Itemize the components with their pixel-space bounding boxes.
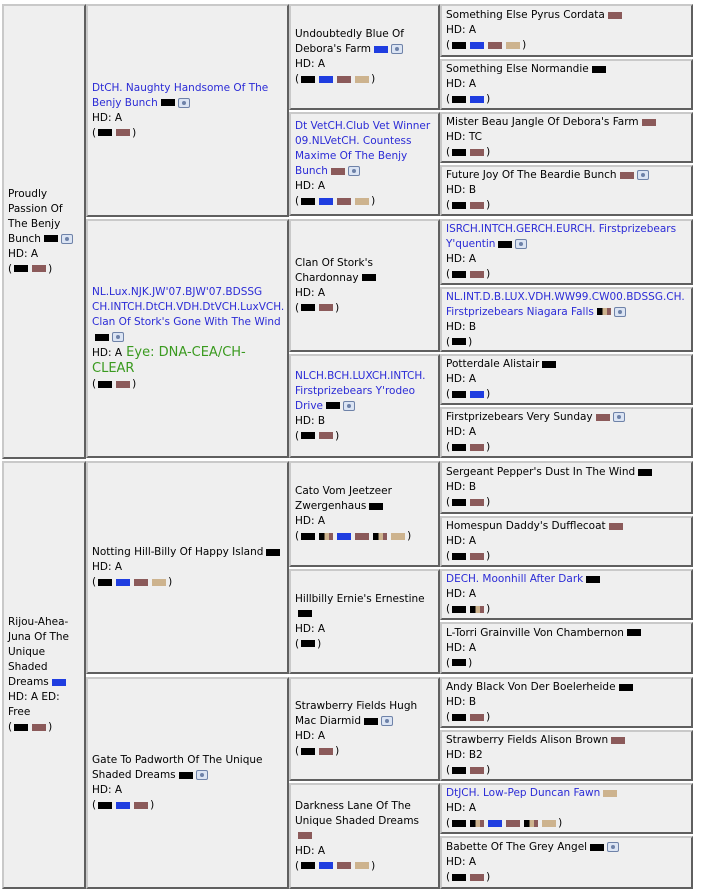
color-swatch	[319, 432, 333, 439]
health-result: HD: A	[295, 180, 326, 192]
color-swatch	[337, 198, 351, 205]
offspring-colors: ( )	[92, 126, 137, 139]
dog-name: Clan Of Stork's Chardonnay	[295, 256, 373, 284]
dog-name: Strawberry Fields Hugh Mac Diarmid	[295, 700, 418, 727]
coat-color-swatch	[161, 99, 175, 106]
health-result: HD: A	[446, 24, 477, 36]
pedigree-cell	[440, 165, 693, 216]
offspring-colors: ( )	[295, 859, 376, 872]
color-swatch	[98, 579, 112, 586]
offspring-colors: ( )	[446, 656, 473, 669]
pedigree-cell	[289, 461, 440, 567]
coat-color-swatch	[642, 119, 656, 126]
color-swatch	[470, 202, 484, 209]
color-swatch	[319, 76, 333, 83]
offspring-colors: ( )	[446, 388, 491, 400]
pedigree-cell	[289, 569, 440, 674]
pedigree-cell	[440, 677, 693, 728]
color-swatch	[319, 748, 333, 755]
coat-color-swatch	[638, 469, 652, 476]
color-swatch	[452, 42, 466, 49]
eye-test-result: Eye: DNA-CEA/CH-CLEAR	[92, 345, 246, 376]
health-result: HD: A	[8, 247, 39, 260]
offspring-colors: ( )	[446, 496, 491, 508]
health-result: HD: A	[446, 253, 477, 265]
dog-name: Something Else Pyrus Cordata	[446, 9, 605, 21]
pedigree-cell	[289, 677, 440, 781]
health-result: HD: B	[446, 481, 477, 493]
dog-name: Hillbilly Ernie's Ernestine	[295, 592, 425, 605]
health-result: HD: A	[92, 111, 123, 124]
color-swatch	[452, 202, 466, 209]
color-swatch	[355, 533, 369, 540]
pedigree-cell	[289, 112, 440, 216]
camera-icon[interactable]	[348, 166, 360, 176]
offspring-colors: ( )	[295, 195, 376, 207]
color-swatch	[116, 579, 130, 586]
color-swatch	[470, 499, 484, 506]
coat-color-swatch	[603, 790, 617, 797]
color-swatch	[470, 96, 484, 103]
pedigree-cell	[440, 569, 693, 620]
pedigree-cell	[2, 461, 86, 889]
color-swatch	[355, 198, 369, 205]
color-swatch	[319, 304, 333, 311]
dog-name: Gate To Padworth Of The Unique Shaded Dreams	[92, 754, 263, 781]
coat-color-swatch	[586, 576, 600, 583]
color-swatch	[116, 381, 130, 388]
health-result: HD: A	[92, 784, 123, 796]
pedigree-cell	[440, 354, 693, 405]
coat-color-swatch	[364, 718, 378, 725]
dog-name: Darkness Lane Of The Unique Shaded Dreams	[295, 799, 420, 827]
dog-name: Rijou-Ahea-Juna Of The Unique Shaded Dreams	[8, 616, 70, 688]
offspring-colors: ( )	[446, 764, 491, 776]
color-swatch	[506, 42, 520, 49]
color-swatch	[116, 129, 130, 136]
offspring-colors: ( )	[295, 301, 340, 314]
health-result: HD: A	[446, 535, 477, 547]
coat-color-swatch	[627, 629, 641, 636]
health-result: HD: B	[295, 414, 326, 427]
camera-icon[interactable]	[637, 170, 649, 180]
coat-color-swatch	[298, 610, 312, 617]
color-swatch	[470, 391, 484, 398]
camera-icon[interactable]	[343, 401, 355, 411]
camera-icon[interactable]	[391, 44, 403, 54]
offspring-colors: ( )	[295, 429, 340, 442]
offspring-colors: ( )	[446, 39, 527, 51]
color-swatch	[452, 391, 466, 398]
health-result: HD: A	[295, 286, 326, 299]
coat-color-swatch	[498, 241, 512, 248]
color-swatch	[98, 129, 112, 136]
offspring-colors: ( )	[446, 335, 473, 348]
color-swatch	[14, 265, 28, 272]
color-swatch	[452, 820, 466, 827]
pedigree-cell	[440, 730, 693, 781]
color-swatch	[470, 767, 484, 774]
health-result: HD: A	[295, 515, 326, 527]
pedigree-cell	[440, 461, 693, 514]
color-swatch	[452, 271, 466, 278]
camera-icon[interactable]	[112, 332, 124, 342]
dog-name: Notting Hill-Billy Of Happy Island	[92, 546, 264, 558]
dog-name-link[interactable]: Dt VetCH.Club Vet Winner 09.NLVetCH. Countess Maxime Of The Benjy Bunch	[295, 120, 431, 177]
color-swatch	[470, 874, 484, 881]
offspring-colors: ( )	[446, 711, 491, 723]
dog-name: Potterdale Alistair	[446, 358, 540, 370]
dog-name: Cato Vom Jeetzeer Zwergenhaus	[295, 485, 392, 512]
color-swatch	[470, 444, 484, 451]
offspring-colors: ( )	[92, 378, 137, 390]
coat-color-swatch	[369, 503, 383, 510]
color-swatch	[470, 271, 484, 278]
health-result: HD: A	[92, 561, 123, 573]
camera-icon[interactable]	[196, 770, 208, 780]
pedigree-cell	[440, 836, 693, 889]
health-result: HD: B	[446, 320, 477, 333]
color-swatch	[301, 533, 315, 540]
color-swatch	[452, 659, 466, 666]
dog-name: Andy Black Von Der Boelerheide	[446, 681, 616, 693]
offspring-colors: ( )	[446, 550, 491, 562]
color-swatch	[355, 862, 369, 869]
coat-color-swatch	[374, 46, 388, 53]
offspring-colors: ( )	[446, 268, 491, 280]
color-swatch	[488, 42, 502, 49]
dog-name-link[interactable]: DtCH. Naughty Handsome Of The Benjy Bunch	[92, 81, 269, 109]
coat-color-swatch	[619, 684, 633, 691]
color-swatch	[452, 714, 466, 721]
health-result: HD: A	[295, 58, 326, 70]
pedigree-cell	[289, 219, 440, 352]
color-swatch	[98, 381, 112, 388]
coat-color-swatch	[266, 549, 280, 556]
health-result: HD: B	[446, 184, 477, 196]
health-result: HD: B	[446, 696, 477, 708]
coat-color-swatch	[326, 402, 340, 409]
dog-name-link[interactable]: DECH. Moonhill After Dark	[446, 573, 584, 585]
color-swatch	[301, 76, 315, 83]
color-swatch	[542, 820, 556, 827]
color-swatch	[98, 802, 112, 809]
camera-icon[interactable]	[61, 234, 73, 244]
coat-color-swatch	[592, 66, 606, 73]
dog-name-link[interactable]: ISRCH.INTCH.GERCH.EURCH. Firstprizebears Y'quentin	[446, 223, 677, 250]
color-swatch	[32, 265, 46, 272]
pedigree-cell	[289, 783, 440, 889]
dog-name: Mister Beau Jangle Of Debora's Farm	[446, 116, 639, 128]
pedigree-cell	[440, 59, 693, 110]
health-result: HD: TC	[446, 131, 482, 143]
color-swatch	[452, 96, 466, 103]
color-swatch	[452, 444, 466, 451]
dog-name-link[interactable]: NL.INT.D.B.LUX.VDH.WW99.CW00.BDSSG.CH. Firstprizebears Niagara Falls	[446, 290, 685, 318]
offspring-colors: ( )	[295, 73, 376, 85]
pedigree-cell	[440, 622, 693, 674]
coat-color-swatch	[44, 235, 58, 242]
color-swatch	[488, 820, 502, 827]
coat-color-swatch	[590, 844, 604, 851]
color-swatch	[301, 748, 315, 755]
pedigree-cell	[440, 219, 693, 285]
offspring-colors: ( )	[446, 441, 491, 453]
dog-name: Proudly Passion Of The Benjy Bunch	[8, 187, 63, 245]
dog-name: Sergeant Pepper's Dust In The Wind	[446, 466, 636, 478]
pedigree-cell	[2, 4, 86, 459]
health-result: HD: A	[446, 802, 477, 814]
coat-color-swatch	[609, 523, 623, 530]
coat-color-swatch	[331, 168, 345, 175]
color-swatch	[470, 553, 484, 560]
color-swatch	[14, 724, 28, 731]
color-swatch	[152, 579, 166, 586]
color-swatch	[452, 338, 466, 345]
color-swatch	[470, 42, 484, 49]
color-swatch	[470, 714, 484, 721]
health-result: HD: A	[295, 622, 326, 635]
color-swatch	[319, 198, 333, 205]
offspring-colors: ( )	[446, 871, 491, 883]
offspring-colors: ( )	[446, 817, 563, 829]
coat-color-swatch	[611, 737, 625, 744]
color-swatch	[355, 76, 369, 83]
pedigree-cell	[440, 112, 693, 163]
coat-color-swatch	[597, 308, 611, 315]
color-swatch	[301, 640, 315, 647]
offspring-colors: ( )	[446, 146, 491, 158]
color-swatch	[506, 820, 520, 827]
camera-icon[interactable]	[607, 842, 619, 852]
offspring-colors: ( )	[295, 637, 322, 650]
color-swatch	[337, 533, 351, 540]
dog-name: Strawberry Fields Alison Brown	[446, 734, 609, 746]
offspring-colors: ( )	[8, 262, 53, 275]
color-swatch	[470, 820, 484, 827]
color-swatch	[301, 304, 315, 311]
coat-color-swatch	[298, 832, 312, 839]
dog-name-link[interactable]: DtJCH. Low-Pep Duncan Fawn	[446, 787, 601, 799]
dog-name: Future Joy Of The Beardie Bunch	[446, 169, 617, 181]
pedigree-cell	[440, 287, 693, 352]
offspring-colors: ( )	[446, 93, 491, 105]
health-result: HD: A Eye: DNA-CEA/CH-CLEAR	[92, 345, 246, 376]
coat-color-swatch	[95, 334, 109, 341]
dog-name-link[interactable]: NLCH.BCH.LUXCH.INTCH. Firstprizebears Y'rodeo Drive	[295, 369, 426, 412]
pedigree-cell	[86, 4, 289, 217]
health-result: HD: A	[446, 588, 477, 600]
offspring-colors: ( )	[295, 745, 340, 757]
color-swatch	[337, 76, 351, 83]
color-swatch	[470, 606, 484, 613]
camera-icon[interactable]	[613, 412, 625, 422]
dog-name-link[interactable]: NL.Lux.NJK.JW'07.BJW'07.BDSSG CH.INTCH.DtCH.VDH.DtVCH.LuxVCH. Clan Of Stork's Gone With The Wind	[92, 286, 285, 328]
color-swatch	[319, 862, 333, 869]
color-swatch	[134, 579, 148, 586]
color-swatch	[452, 499, 466, 506]
coat-color-swatch	[542, 361, 556, 368]
dog-name: Homespun Daddy's Dufflecoat	[446, 520, 606, 532]
color-swatch	[301, 862, 315, 869]
pedigree-cell	[289, 4, 440, 110]
color-swatch	[319, 533, 333, 540]
coat-color-swatch	[596, 414, 610, 421]
camera-icon[interactable]	[614, 307, 626, 317]
coat-color-swatch	[620, 172, 634, 179]
health-result: HD: A	[295, 730, 326, 742]
offspring-colors: ( )	[295, 530, 412, 542]
color-swatch	[470, 149, 484, 156]
pedigree-cell	[289, 354, 440, 458]
dog-name: Firstprizebears Very Sunday	[446, 411, 593, 423]
pedigree-cell	[440, 516, 693, 567]
color-swatch	[452, 874, 466, 881]
offspring-colors: ( )	[446, 199, 491, 211]
dog-name: L-Torri Grainville Von Chambernon	[446, 626, 624, 639]
color-swatch	[452, 767, 466, 774]
health-result: HD: A ED: Free	[8, 691, 60, 718]
pedigree-cell	[86, 677, 289, 889]
dog-name: Undoubtedly Blue Of Debora's Farm	[295, 28, 404, 55]
pedigree-cell	[440, 783, 693, 834]
coat-color-swatch	[52, 679, 66, 686]
health-result: HD: B2	[446, 749, 483, 761]
health-result: HD: A	[295, 844, 326, 857]
color-swatch	[373, 533, 387, 540]
pedigree-cell	[440, 407, 693, 458]
health-result: HD: A	[446, 641, 477, 654]
coat-color-swatch	[179, 772, 193, 779]
pedigree-cell	[86, 219, 289, 458]
color-swatch	[337, 862, 351, 869]
color-swatch	[452, 553, 466, 560]
offspring-colors: ( )	[8, 721, 53, 733]
color-swatch	[116, 802, 130, 809]
health-result: HD: A	[446, 856, 477, 868]
pedigree-cell	[86, 461, 289, 674]
health-result: HD: A	[446, 78, 477, 90]
camera-icon[interactable]	[515, 239, 527, 249]
pedigree-cell	[440, 4, 693, 57]
offspring-colors: ( )	[92, 799, 155, 811]
color-swatch	[32, 724, 46, 731]
color-swatch	[452, 149, 466, 156]
dog-name: Babette Of The Grey Angel	[446, 841, 588, 853]
coat-color-swatch	[608, 12, 622, 19]
color-swatch	[524, 820, 538, 827]
coat-color-swatch	[362, 274, 376, 281]
color-swatch	[134, 802, 148, 809]
offspring-colors: ( )	[92, 576, 173, 588]
color-swatch	[391, 533, 405, 540]
dog-name: Something Else Normandie	[446, 63, 589, 75]
color-swatch	[452, 606, 466, 613]
color-swatch	[301, 198, 315, 205]
camera-icon[interactable]	[381, 716, 393, 726]
color-swatch	[301, 432, 315, 439]
health-result: HD: A	[446, 373, 477, 385]
offspring-colors: ( )	[446, 603, 491, 615]
health-result: HD: A	[446, 426, 477, 438]
camera-icon[interactable]	[178, 98, 190, 108]
